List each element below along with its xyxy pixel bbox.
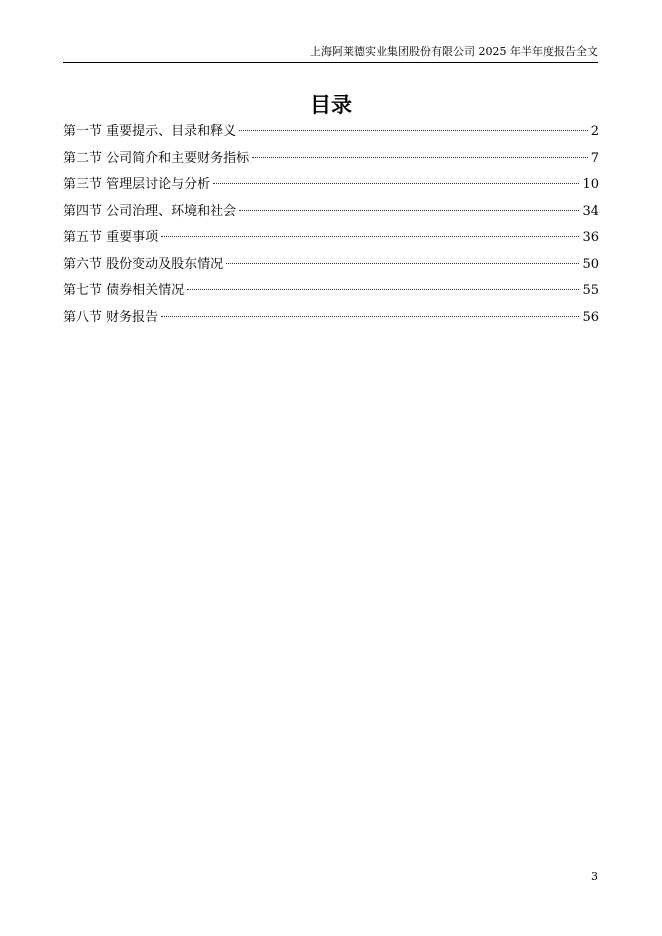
toc-entry-label: 第五节 重要事项 [63,230,159,245]
toc-entry-section-6[interactable] [63,255,599,282]
dot-leader [239,210,579,211]
toc-entry-page: 56 [582,309,599,325]
dot-leader [226,263,579,264]
table-of-contents [63,122,599,334]
toc-entry-page: 55 [582,283,599,298]
toc-entry-label: 第六节 股份变动及股东情况 [63,256,224,272]
dot-leader [161,316,579,317]
dot-leader [213,183,579,184]
toc-entry-label: 第八节 财务报告 [63,309,159,325]
dot-leader [239,130,588,131]
toc-entry-label: 第一节 重要提示、目录和释义 [63,124,237,139]
dot-leader [161,236,579,237]
toc-entry-page: 2 [590,124,599,139]
page-header-title: 上海阿莱德实业集团股份有限公司 2025 年半年度报告全文 [310,45,598,58]
toc-entry-section-8[interactable] [63,308,599,335]
toc-title: 目录 [310,93,352,117]
toc-entry-page: 34 [582,203,599,219]
toc-entry-section-4[interactable] [63,202,599,229]
toc-entry-section-7[interactable] [63,281,599,308]
toc-entry-page: 36 [582,230,599,245]
header-divider [63,62,598,63]
toc-entry-label: 第七节 债券相关情况 [63,283,185,298]
toc-entry-section-3[interactable] [63,175,599,202]
toc-entry-label: 第三节 管理层讨论与分析 [63,177,211,192]
toc-entry-section-5[interactable] [63,228,599,255]
toc-entry-page: 50 [582,256,599,272]
toc-entry-label: 第二节 公司简介和主要财务指标 [63,150,250,166]
dot-leader [252,157,588,158]
toc-entry-section-1[interactable] [63,122,599,149]
page-number: 3 [591,870,598,883]
dot-leader [187,289,579,290]
toc-entry-page: 10 [582,177,599,192]
toc-entry-section-2[interactable] [63,149,599,176]
toc-entry-label: 第四节 公司治理、环境和社会 [63,203,237,219]
toc-entry-page: 7 [590,150,599,166]
